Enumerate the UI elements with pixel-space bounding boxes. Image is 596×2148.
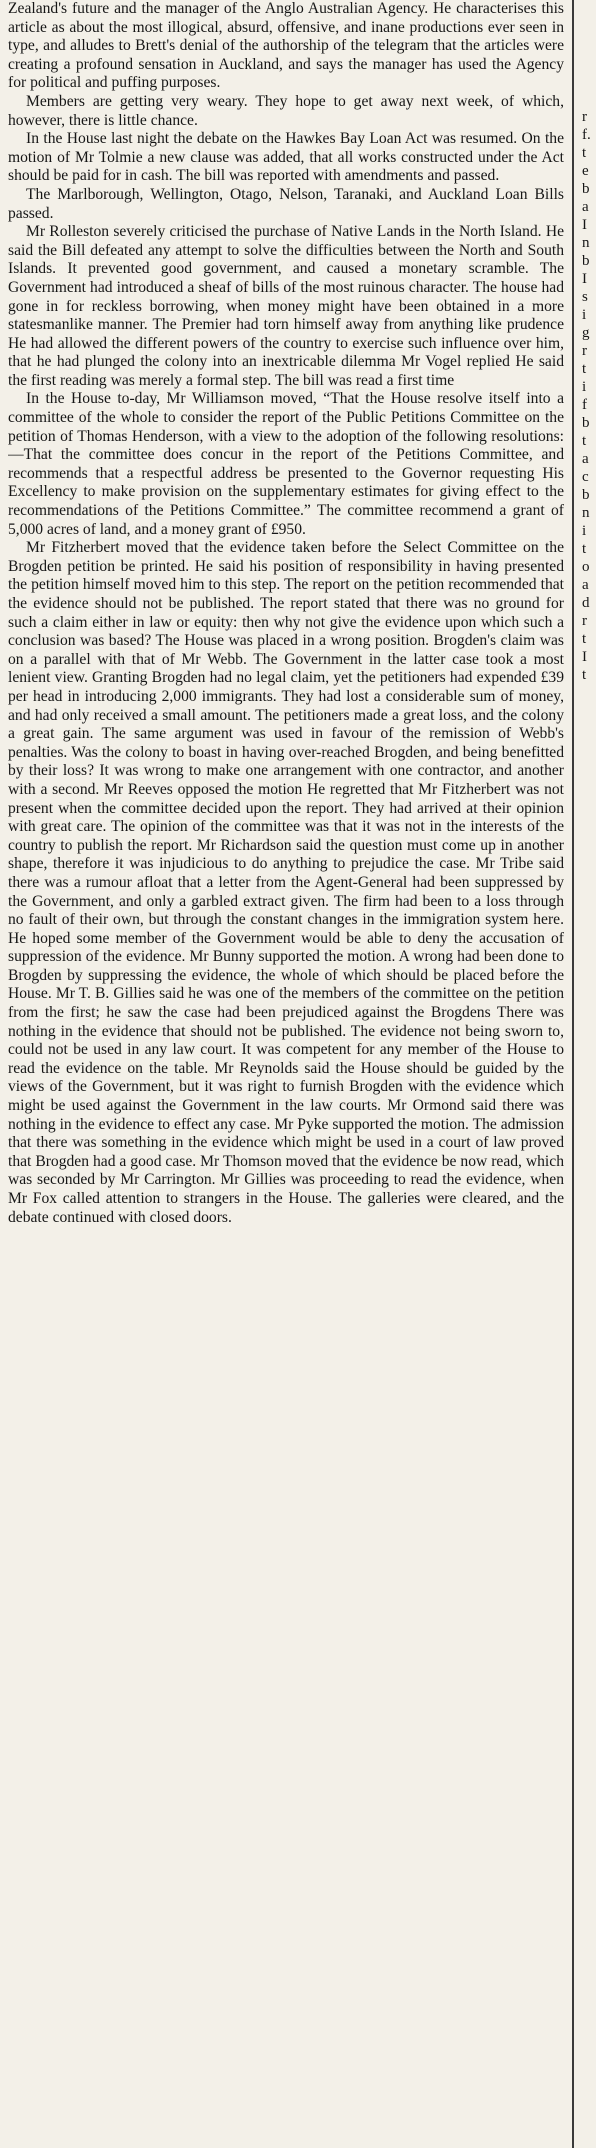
adjacent-column-fragment: t (582, 541, 587, 557)
adjacent-column-fragment: e (582, 163, 589, 179)
adjacent-column-fragment: t (582, 433, 587, 449)
article-paragraph: Mr Fitzherbert moved that the evidence taken before the Select Committee on the Brogden petition be printed. He said his position of responsibility in having presented the petition himself moved him to this step. The report on the petition recommended that the evidence should not be published. The report stated that there was no ground for such a claim either in law or equity: then why not give the evidence upon which such a conclusion was based? The House was placed in a wrong position. Brogden's claim was on a parallel with that of Mr Webb. The Government in the latter case took a most lenient view. Granting Brogden had no legal claim, yet the petitioners had expended £39 per head in introducing 2,000 immigrants. They had lost a considerable sum of money, and had only received a small amount. The petitioners made a great loss, and the colony a great gain. The same argument was used in favour of the remission of Webb's penalties. Was the colony to boast in having over-reached Brogden, and being benefitted by their loss? It was wrong to make one arrangement with one contractor, and another with a second. Mr Reeves opposed the motion He regretted that Mr Fitzherbert was not present when the committee decided upon the report. They had arrived at their opinion with great care. The opinion of the committee was that it was not in the interests of the country to publish the report. Mr Richardson said the question must come up in another shape, therefore it was injudicious to do anything to prejudice the case. Mr Tribe said there was a rumour afloat that a letter from the Agent-General had been suppressed by the Government, and only a garbled extract given. The firm had been to a loss through no fault of their own, but through the constant changes in the immigration system here. He hoped some member of the Government would be able to deny the accusation of suppression of the evidence. Mr Bunny supported the motion. A wrong had been done to Brogden by suppressing the evidence, the whole of which should be placed before the House. Mr T. B. Gillies said he was one of the members of the committee on the petition from the first; he saw the case had been prejudiced against the Brogdens There was nothing in the evidence that should not be published. The evidence not being sworn to, could not be used in any law court. It was competent for any member of the House to read the evidence on the table. Mr Reynolds said the House should be guided by the views of the Government, but it was right to furnish Brogden with the evidence which might be used against the Government in the law courts. Mr Ormond said there was nothing in the evidence to effect any case. Mr Pyke supported the motion. The admission that there was something in the evidence which might be used in a court of law proved that Brogden had a good case. Mr Thomson moved that the evidence be now read, which was seconded by Mr Carrington. Mr Gillies was proceeding to read the evidence, when Mr Fox called attention to strangers in the House. The galleries were cleared, and the debate continued with closed doors. (8, 539, 564, 1226)
adjacent-column-fragment: d (582, 595, 590, 611)
adjacent-column-fragment: I (582, 649, 587, 665)
adjacent-column-fragment: a (582, 577, 589, 593)
adjacent-column-fragment: g (582, 325, 590, 341)
article-paragraph: In the House to-day, Mr Williamson moved, “That the House resolve itself into a committee of the whole to consider the report of the Public Petitions Committee on the petition of Thomas Henderson, with a view to the adoption of the following resolutions:—That the committee does concur in the report of the Petitions Committee, and recommends that a respectful address be presented to the Governor requesting His Excellency to make provision on the supplementary estimates for giving effect to the recommendations of the Petitions Committee.” The committee recommend a grant of 5,000 acres of land, and a money grant of £950. (8, 390, 564, 538)
adjacent-column-fragment: b (582, 181, 590, 197)
adjacent-column-fragment: b (582, 415, 590, 431)
adjacent-column-fragment: t (582, 667, 587, 683)
adjacent-column-fragment: t (582, 145, 587, 161)
adjacent-column-fragment: o (582, 559, 590, 575)
article-column (8, 0, 564, 2148)
adjacent-column-fragment: i (582, 523, 587, 539)
adjacent-column-fragment: n (582, 505, 590, 521)
adjacent-column-fragment: c (582, 469, 589, 485)
adjacent-column-fragment: b (582, 487, 590, 503)
article-paragraph: Zealand's future and the manager of the Anglo Australian Agency. He characterises this article as about the most illogical, absurd, offensive, and inane productions ever seen in type, and alludes to Brett's denial of the authorship of the telegram that the articles were creating a profound sensation in Auckland, and says the manager has used the Agency for political and puffing purposes. (8, 0, 564, 92)
article-paragraph: In the House last night the debate on the Hawkes Bay Loan Act was resumed. On the motion of Mr Tolmie a new clause was added, that all works constructed under the Act should be paid for in cash. The bill was reported with amendments and passed. (8, 130, 564, 185)
adjacent-column-fragment: I (582, 217, 587, 233)
adjacent-column-fragment: t (582, 631, 587, 647)
adjacent-column-fragment: I (582, 271, 587, 287)
article-paragraph: Mr Rolleston severely criticised the purchase of Native Lands in the North Island. He said the Bill defeated any attempt to solve the difficulties between the North and South Islands. It prevented good government, and caused a monetary scramble. The Government had introduced a sheaf of bills of the most ruinous character. The house had gone in for reckless borrowing, when money might have been obtained in a more statesmanlike manner. The Premier had torn himself away from anything like prudence He had allowed the different powers of the country to exercise such influence over him, that he had plunged the colony into an inextricable dilemma Mr Vogel replied He said the first reading was merely a formal step. The bill was read a first time (8, 223, 564, 389)
article-paragraph: Members are getting very weary. They hope to get away next week, of which, however, there is little chance. (8, 92, 564, 129)
adjacent-column-fragment: b (582, 253, 590, 269)
adjacent-column-fragment: r (582, 343, 587, 359)
adjacent-column-fragment: i (582, 379, 587, 395)
adjacent-column-fragment: n (582, 235, 590, 251)
column-rule (572, 0, 574, 2148)
adjacent-column-fragment: f. (582, 127, 591, 143)
adjacent-column-fragment: a (582, 451, 589, 467)
adjacent-column-fragment: i (582, 307, 587, 323)
adjacent-column-fragment: r (582, 613, 587, 629)
adjacent-column-fragment: f (582, 397, 587, 413)
article-paragraph: The Marlborough, Wellington, Otago, Nelson, Taranaki, and Auckland Loan Bills passed. (8, 185, 564, 222)
adjacent-column-fragment: s (582, 289, 588, 305)
adjacent-column-fragment: t (582, 361, 587, 377)
adjacent-column-fragment: r (582, 109, 587, 125)
adjacent-column-edge (582, 0, 596, 2148)
adjacent-column-fragment: a (582, 199, 589, 215)
